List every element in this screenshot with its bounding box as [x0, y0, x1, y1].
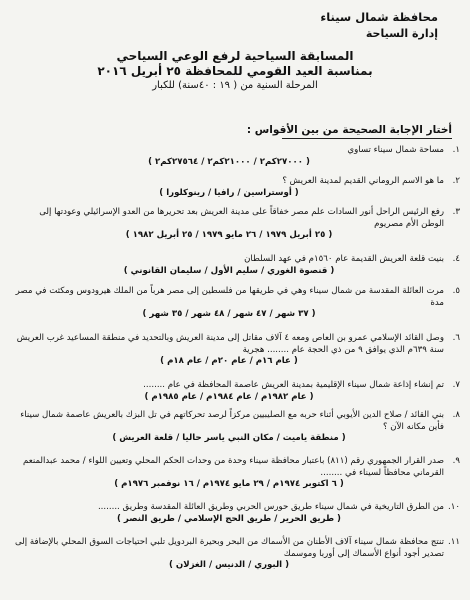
question-1	[14, 145, 460, 168]
governorate-name: محافظة شمال سيناء	[320, 10, 438, 24]
department-name: إدارة السياحة	[365, 27, 438, 40]
answer-options: ( ٦ اكتوبر ١٩٧٤م / ٢٩ مايو ١٩٧٤م / ١٦ نوفمبر ١٩٧٦م )	[114, 479, 344, 489]
question-number: ٦.	[452, 333, 460, 343]
question-number: ٣.	[452, 207, 460, 217]
answer-options: ( البوري / الدنيس / الغزلان )	[168, 560, 290, 570]
question-number: ٢.	[452, 176, 460, 186]
question-number: ١١.	[448, 537, 460, 547]
answer-options: ( ٢٧٠٠٠كم٢ / ٢١٠٠٠كم٢ / ٢٧٥٦٤كم٢ )	[148, 156, 310, 167]
question-9	[14, 456, 460, 491]
contest-title: المسابقة السياحية لرفع الوعي السياحي	[116, 49, 354, 63]
question-text: مساحة شمال سيناء تساوي	[347, 145, 444, 155]
answer-options: ( ٢٥ أبريل ١٩٧٩ / ٢٦ مايو ١٩٧٩ / ٢٥ أبريل ١٩٨٢ )	[125, 230, 333, 240]
question-5	[14, 286, 460, 321]
watermark	[4, 30, 144, 36]
instruction-heading: أختار الإجابة الصحيحة من بين الأقواس :	[246, 124, 452, 136]
question-text: وصل القائد الإسلامي عمرو بن العاص ومعه ٤ آلاف مقاتل إلى مدينة العريش وبالتحديد في منطقة المساعيد غرب العريش سنة ٦٣٩م الذي يوافق ٩ من ذي الحجة عام ........ هجرية	[16, 333, 444, 355]
question-text: مرت العائلة المقدسة من شمال سيناء وهي في طريقها من فلسطين إلى مصر هرباً من الملك هيرودوس ومكثت في مصر مدة	[15, 286, 444, 308]
question-number: ١.	[452, 145, 460, 155]
answer-options: ( طريق الحرير / طريق الحج الإسلامي / طريق النصر )	[117, 513, 341, 524]
question-number: ٤.	[452, 254, 460, 264]
question-text: تنتج محافظة شمال سيناء آلاف الأطنان من الأسماك من البحر وبحيرة البردويل تلبي احتياجات السوق المحلي بالإضافة إلى تصدير أجود أنواع الأسماك إلى أوربا وموسمك	[14, 537, 444, 559]
answer-options: ( ٣٧ شهر / ٤٧ شهر / ٤٨ شهر / ٣٥ شهر )	[142, 309, 316, 319]
question-7	[14, 380, 460, 403]
question-10	[14, 502, 460, 525]
question-3	[14, 207, 460, 242]
question-number: ٨.	[452, 410, 460, 420]
question-number: ١٠.	[448, 502, 460, 512]
question-6	[14, 333, 460, 368]
question-text: ما هو الاسم الروماني القديم لمدينة العريش ؟	[282, 176, 444, 186]
question-2	[14, 176, 460, 199]
age-category: المرحلة السنية من ( ١٩ : ٤٠سنة) للكبار	[152, 80, 318, 91]
answer-options: ( منطقة ياميت / مكان النبي ياسر حاليا / قلعة العريش )	[112, 433, 346, 443]
instruction-underline	[282, 138, 452, 139]
answer-options: ( عام ١٦م / عام ٢٠م / عام ١٨م )	[160, 356, 298, 366]
question-number: ٧.	[452, 380, 460, 390]
answer-options: ( عام ١٩٨٢م / عام ١٩٨٤م / عام ١٩٨٥م )	[144, 391, 314, 402]
question-11	[14, 537, 460, 572]
question-8	[14, 410, 460, 445]
answer-options: ( قنصوة الغوري / سليم الأول / سليمان القانوني )	[123, 265, 335, 276]
question-text: رفع الرئيس الراحل أنور السادات علم مصر خفاقاً على مدينة العريش بعد تحريرها من العدو الإسرائيلي وعودتها إلى الوطن الأم مصريوم	[39, 207, 444, 229]
occasion-subtitle: بمناسبة العيد القومي للمحافظة ٢٥ أبريل ٢٠١٦	[97, 64, 373, 78]
question-text: بنيت قلعة العريش القديمة عام ١٥٦٠م في عهد السلطان	[244, 254, 444, 264]
question-text: من الطرق التاريخية في شمال سيناء طريق حورس الحربي وطريق العائلة المقدسة وطريق ........	[97, 502, 444, 512]
question-text: تم إنشاء إذاعة شمال سيناء الإقليمية بمدينة العريش عاصمة المحافظة في عام ........	[143, 380, 444, 390]
question-4	[14, 254, 460, 277]
answer-options: ( أوستراسين / رافيا / رينوكلورا )	[159, 187, 299, 198]
question-text: صدر القرار الجمهوري رقم (٨١١) باعتبار محافظة سيناء وحدة من وحدات الحكم المحلي وتعيين اللواء / محمد عبدالمنعم القرماني محافظاً لسيناء في ........	[23, 456, 444, 478]
question-number: ٩.	[452, 456, 460, 466]
question-text: بني القائد / صلاح الدين الأيوبي أثناء حربه مع الصليبيين مركزاً لرصد تحركاتهم في تل البزك بالعريش عاصمة شمال سيناء فأين مكانه الآن ؟	[20, 410, 444, 432]
question-number: ٥.	[452, 286, 460, 296]
